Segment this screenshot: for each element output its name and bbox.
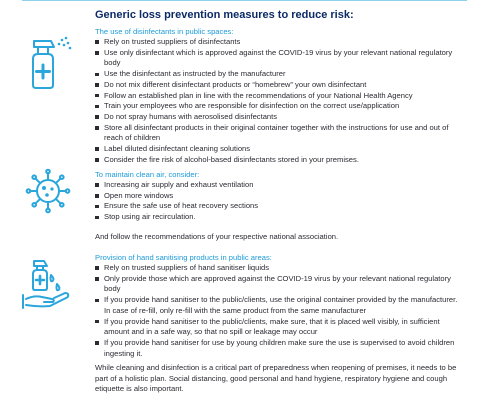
disinfectants-heading: The use of disinfectants in public spaces:: [95, 27, 234, 36]
list-item: Train your employees who are responsible for disinfection on the correct use/application: [95, 101, 460, 112]
disinfectants-list: [95, 37, 460, 165]
list-item: If you provide hand sanitiser for use by young children make sure the use is supervised to avoid children ingesting it.: [95, 338, 460, 359]
list-item: Ensure the safe use of heat recovery sections: [95, 201, 460, 212]
spray-bottle-icon: [18, 34, 76, 92]
list-item: Use the disinfectant as instructed by the manufacturer: [95, 69, 460, 80]
list-item: If you provide hand sanitiser to the public/clients, make sure, that it is placed well visibly, in sufficient amount and in a safe way, so that no spill or leakage may occur: [95, 317, 460, 338]
list-item: Label diluted disinfectant cleaning solutions: [95, 144, 460, 155]
page-title: Generic loss prevention measures to reduce risk:: [95, 9, 354, 21]
closing-paragraph: While cleaning and disinfection is a critical part of preparedness when reopening of premises, it needs to be part of a holistic plan. Social distancing, good personal and hand hygiene, respiratory hygiene and cough etiquette is also important.: [95, 363, 457, 394]
clean-air-list: [95, 180, 460, 223]
list-item: Use only disinfectant which is approved against the COVID-19 virus by your relevant national regulatory body: [95, 48, 460, 69]
list-item: Only provide those which are approved against the COVID-19 virus by your relevant national regulatory body: [95, 274, 460, 295]
hand-sanitiser-icon: [20, 255, 76, 311]
sanitiser-list: [95, 263, 460, 359]
list-item: Open more windows: [95, 191, 460, 202]
list-item: Follow an established plan in line with the recommendations of your National Health Agency: [95, 91, 460, 102]
national-association-note: And follow the recommendations of your respective national association.: [95, 232, 339, 241]
list-item: Consider the fire risk of alcohol-based disinfectants stored in your premises.: [95, 155, 460, 166]
list-item: Rely on trusted suppliers of hand sanitiser liquids: [95, 263, 460, 274]
top-divider: [22, 0, 467, 1]
list-item: If you provide hand sanitiser to the public/clients, use the original container provided by the manufacturer. In case of re-fill, only re-fill with the same product from the same manufacturer: [95, 295, 460, 316]
list-item: Store all disinfectant products in their original container together with the instructions for use and out of reach of children: [95, 123, 460, 144]
clean-air-heading: To maintain clean air, consider:: [95, 170, 200, 179]
list-item: Rely on trusted suppliers of disinfectants: [95, 37, 460, 48]
sanitiser-heading: Provision of hand sanitising products in public areas:: [95, 253, 272, 262]
list-item: Increasing air supply and exhaust ventilation: [95, 180, 460, 191]
list-item: Do not mix different disinfectant products or “homebrew” your own disinfectant: [95, 80, 460, 91]
list-item: Stop using air recirculation.: [95, 212, 460, 223]
virus-icon: [25, 168, 71, 214]
list-item: Do not spray humans with aerosolised disinfectants: [95, 112, 460, 123]
